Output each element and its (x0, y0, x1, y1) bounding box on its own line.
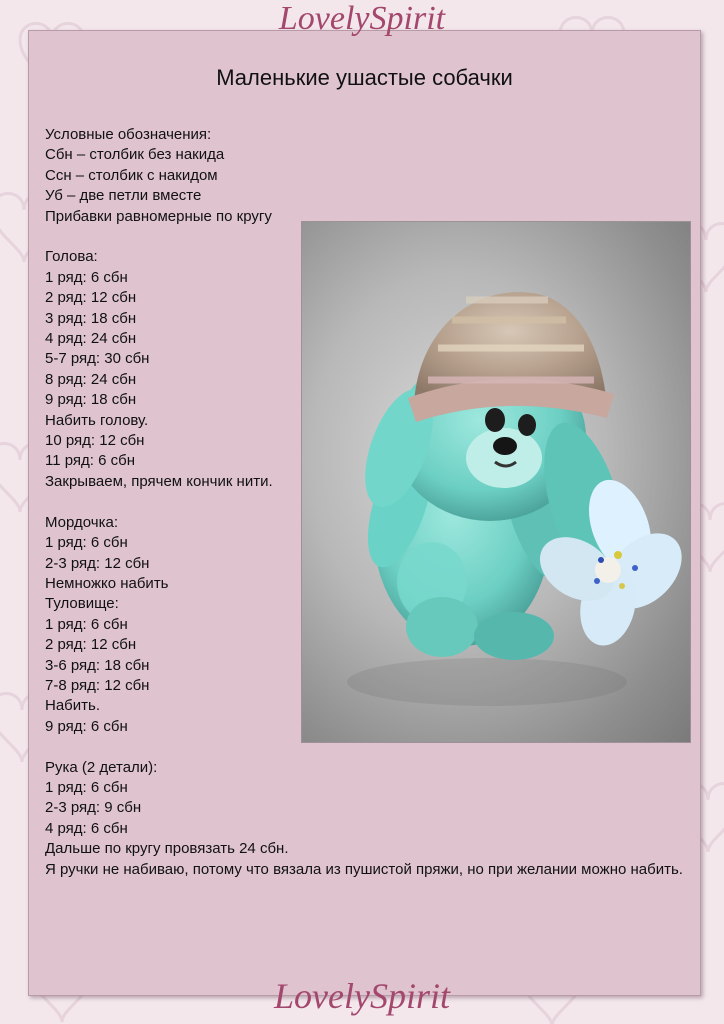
top-logo: LovelySpirit (278, 0, 446, 37)
legend-title: Условные обозначения: (45, 126, 212, 143)
muzzle-row: Немножко набить (45, 574, 169, 592)
legend-line: Ссн – столбик с накидом (45, 166, 218, 184)
arm-row: 2-3 ряд: 9 сбн (45, 799, 142, 817)
body-row: 1 ряд: 6 сбн (45, 615, 128, 633)
head-section-title: Голова: (45, 248, 98, 266)
bottom-logo: LovelySpirit (274, 976, 450, 1016)
arm-row: Дальше по кругу провязать 24 сбн. (45, 840, 289, 858)
head-row: 10 ряд: 12 сбн (45, 432, 145, 450)
arm-row: 1 ряд: 6 сбн (45, 778, 128, 796)
muzzle-section-title: Мордочка: (45, 513, 118, 531)
legend-line: Сбн – столбик без накида (45, 146, 225, 164)
document-title: Маленькие ушастые собачки (216, 65, 513, 90)
head-row: 9 ряд: 18 сбн (45, 391, 137, 409)
crochet-dog-photo (301, 221, 691, 743)
head-row: 3 ряд: 18 сбн (45, 309, 137, 327)
arm-section-title: Рука (2 детали): (45, 758, 158, 776)
arm-row: 4 ряд: 6 сбн (45, 819, 128, 837)
body-row: Набить. (45, 697, 100, 715)
body-section-title: Туловище: (45, 595, 119, 613)
legend-line: Прибавки равномерные по кругу (45, 207, 272, 225)
head-row: 8 ряд: 24 сбн (45, 370, 137, 388)
body-row: 9 ряд: 6 сбн (45, 717, 128, 735)
pattern-document-panel (28, 30, 701, 996)
body-row: 3-6 ряд: 18 сбн (45, 656, 150, 674)
knitted-hat (408, 292, 614, 422)
head-row: 2 ряд: 12 сбн (45, 289, 137, 307)
body-row: 7-8 ряд: 12 сбн (45, 676, 150, 694)
head-row: 1 ряд: 6 сбн (45, 268, 128, 286)
head-row: 11 ряд: 6 сбн (45, 452, 136, 470)
head-row: 4 ряд: 24 сбн (45, 330, 137, 348)
arm-note: Я ручки не набиваю, потому что вязала из пушистой пряжи, но при желании можно набить. (45, 860, 683, 878)
head-row: Закрываем, прячем кончик нити. (45, 472, 273, 490)
muzzle-row: 1 ряд: 6 сбн (45, 534, 128, 552)
legend-line: Уб – две петли вместе (45, 187, 202, 205)
muzzle-row: 2-3 ряд: 12 сбн (45, 554, 150, 572)
head-row: Набить голову. (45, 411, 149, 429)
head-row: 5-7 ряд: 30 сбн (45, 350, 150, 368)
body-row: 2 ряд: 12 сбн (45, 636, 137, 654)
